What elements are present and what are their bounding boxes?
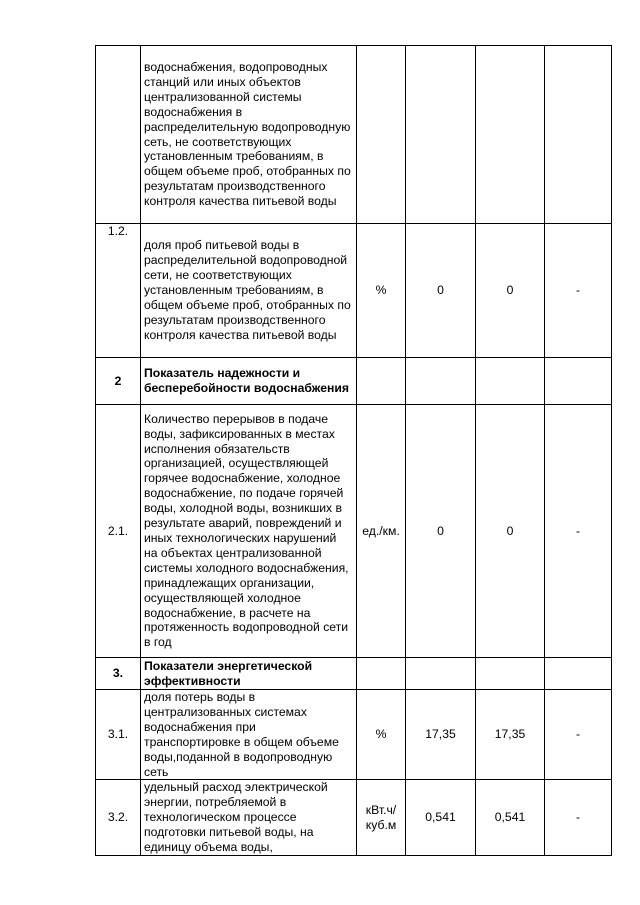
table-row — [96, 690, 612, 780]
row-number: 3.1. — [96, 690, 141, 780]
section-title: Показатели энергетической эффективности — [141, 658, 357, 690]
value-cell-2 — [476, 658, 545, 690]
indicator-name: Количество перерывов в подаче воды, зафиксированных в местах исполнения обязательств организацией, осуществляющей горячее водоснабжение, холодное водоснабжение, по подаче горячей воды, холодной воды, возникших в результате аварий, повреждений и иных технологических нарушений на объектах централизованной системы холодного водоснабжения, принадлежащих организации, осуществляющей холодное водоснабжение, в расчете на протяженность водопроводной сети в год — [141, 405, 357, 658]
section-number: 2 — [96, 358, 141, 405]
value-cell-1 — [406, 658, 476, 690]
value-cell-2 — [476, 46, 545, 224]
unit-cell — [357, 46, 406, 224]
section-row — [96, 358, 612, 405]
unit-cell: ед./км. — [357, 405, 406, 658]
value-cell-3: - — [545, 690, 612, 780]
value-cell-2: 0 — [476, 405, 545, 658]
value-cell-1: 0 — [406, 224, 476, 358]
indicator-name: доля проб питьевой воды в распределительной водопроводной сети, не соответствующих установленным требованиям, в общем объеме проб, отобранных по результатам производственного контроля качества питьевой воды — [141, 224, 357, 358]
unit-cell: % — [357, 224, 406, 358]
value-cell-2: 0,541 — [476, 780, 545, 856]
row-number: 2.1. — [96, 405, 141, 658]
value-cell-2 — [476, 358, 545, 405]
table-row — [96, 224, 612, 358]
value-cell-3: - — [545, 405, 612, 658]
value-cell-2: 0 — [476, 224, 545, 358]
value-cell-3: - — [545, 780, 612, 856]
section-title: Показатель надежности и бесперебойности водоснабжения — [141, 358, 357, 405]
value-cell-3 — [545, 358, 612, 405]
row-number: 3.2. — [96, 780, 141, 856]
table-row — [96, 46, 612, 224]
indicator-name: удельный расход электрической энергии, потребляемой в технологическом процессе подготовки питьевой воды, на единицу объема воды, — [141, 780, 357, 856]
value-cell-3 — [545, 658, 612, 690]
unit-cell: кВт.ч/ куб.м — [357, 780, 406, 856]
section-number: 3. — [96, 658, 141, 690]
table-row — [96, 405, 612, 658]
indicators-table — [95, 45, 612, 856]
value-cell-1: 0,541 — [406, 780, 476, 856]
value-cell-3 — [545, 46, 612, 224]
value-cell-1: 17,35 — [406, 690, 476, 780]
indicator-name: водоснабжения, водопроводных станций или иных объектов централизованной системы водоснабжения в распределительную водопроводную сеть, не соответствующих установленным требованиям, в общем объеме проб, отобранных по результатам производственного контроля качества питьевой воды — [141, 46, 357, 224]
unit-cell — [357, 358, 406, 405]
unit-cell — [357, 658, 406, 690]
section-row — [96, 658, 612, 690]
unit-cell: % — [357, 690, 406, 780]
table-row — [96, 780, 612, 856]
value-cell-1 — [406, 358, 476, 405]
row-number — [96, 46, 141, 224]
value-cell-1 — [406, 46, 476, 224]
value-cell-1: 0 — [406, 405, 476, 658]
row-number: 1.2. — [96, 224, 141, 358]
value-cell-2: 17,35 — [476, 690, 545, 780]
indicator-name: доля потерь воды в централизованных системах водоснабжения при транспортировке в общем объеме воды,поданной в водопроводную сеть — [141, 690, 357, 780]
value-cell-3: - — [545, 224, 612, 358]
